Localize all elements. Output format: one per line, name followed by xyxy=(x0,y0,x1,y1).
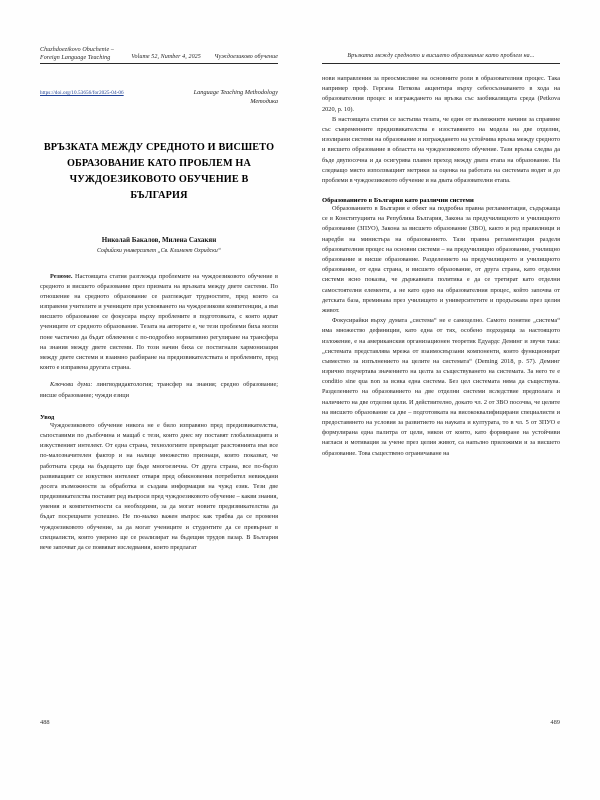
running-head-right xyxy=(322,28,560,66)
page-right xyxy=(300,0,600,800)
running-head-journal-cyrillic: Чуждоезиково обучение xyxy=(214,53,278,60)
right-column-body-top xyxy=(322,74,560,186)
paragraph: Образованието в България е обект на подробна правна регламентация, съдържаща се в Конституцията на Република България, Закона за предучилищното и училищното образование (ЗПУО), Закона за висшето образование (ЗВО), както и ред правилници и наредби на министъра на образованието. Тази правна регламентация разделя образователния процес на основни системи – на предучилищно образование, училищно образование и висше образование. Разделението на предучилищното и училищното образование, от една страна, и висшето образование, от друга страна, като отделни системи ясно показва, че държавната политика е да се третират като отделни самостоятелни елементи, а не като едно на образователния процес, който започва от детската база, преминава през училището и университетите и продължава през целия живот. xyxy=(322,205,560,314)
running-head-volume: Volume 52, Number 4, 2025 xyxy=(131,53,201,60)
keywords-label: Ключови думи: xyxy=(50,381,93,389)
rubric-english: Language Teaching Methodology xyxy=(193,89,278,96)
article-authors: Николай Бакалов, Милена Сахакян xyxy=(101,235,217,244)
running-head-article-title: Връзката между средното и висшето образование като проблем на... xyxy=(347,52,535,59)
rubric-block xyxy=(194,88,278,106)
article-meta-row xyxy=(40,88,278,106)
running-head-journal-latin: Chuzhdoezikovo Obuchenie – Foreign Language Teaching xyxy=(40,47,114,61)
page-number-left: 488 xyxy=(40,719,50,726)
abstract-label: Резюме. xyxy=(50,272,73,280)
article-title: ВРЪЗКАТА МЕЖДУ СРЕДНОТО И ВИСШЕТО ОБРАЗОВАНИЕ КАТО ПРОБЛЕМ НА ЧУЖДОЕЗИКОВОТО ОБУЧЕНИЕ В БЪЛГАРИЯ xyxy=(43,142,275,201)
abstract-text: Настоящата статия разглежда проблемите на чуждоезиковото обучение в средното и висшето образование през призмата на връзката между двете системи. По отношение на средното образование се разглеждат трудностите, пред които са изправени учителите и учениците при усвояването на чуждоезикови компетенции, а във висшето образование се фокусира върху проблемите в подготовката, с която идват учениците от средното образование. Тезата на авторите е, че тези проблеми биха могли поне частично да бъдат облекчени с по-подробно нормативно регулиране на трансфера на знания между двете системи. По този начин биха се постигнали хармонизация между двете системи и взаимно разбиране на предизвикателствата и проблемите, пред които е изправена другата страна. xyxy=(40,272,278,372)
left-column-body xyxy=(40,421,278,553)
running-head-left xyxy=(40,28,278,66)
running-head-rule xyxy=(322,63,560,64)
paragraph: нови направления за преосмисляне на основните роли в образователния процес. Така например проф. Гергана Петкова акцентира върху себеосъзнаването в хода на образователния процес и изграждането на връзка със заобикалящата среда (Petkova 2020, p. 10). xyxy=(322,75,560,113)
section-heading-introduction: Увод xyxy=(40,413,55,421)
right-column-body-bottom xyxy=(322,204,560,459)
paragraph: В настоящата статия се застъпва тезата, че един от възможните начини за справяне със съвременните предизвикателства е изоставянето на модела на две отделни, изолирани системи на образование и изграждането на устойчива връзка между средното и висшето образование в областта на чуждоезиковото обучение. Тази връзка следва да бъде двупосочна и да осигурява плавен преход между двата етапа на образование. На следващо място използващият метрики за оценка на работата на системата водят и до проблеми в чуждоезиковото обучение и на двата образователни етапа. xyxy=(322,115,560,184)
keywords-text: лингводидактология; трансфер на знания; средно образование; висше образование; чужди езици xyxy=(40,381,278,399)
section-heading-education-systems: Образованието в България като различни системи xyxy=(322,197,474,205)
paragraph: Фокусирайки върху думата „система“ не е самоцелно. Самото понятие „система“ има множество дефиниции, като една от тях, особено подходяща за настоящото изложение, е на американския организационен теоретик Едуардс Деминг и звучи така: „системата представлява мрежа от взаимосвързани компоненти, които функционират съвместно за изпълнението на целите на системата“ (Deming 2018, p. 57). Деминг изрично подчертава значението на целта за съществуването на системата. За него те е conditio sine qua non за всяка една система. Без цел системата няма да съществува. Разделението на образованието на две отделни системи вследствие предполага и наличието на две отделни цели. И действително, докато чл. 2 от ЗВО посочва, че целите на висшето образование са две – подготовката на висококвалифицирани специалисти и предоставянето на условия за развитието на науката и културата, то в чл. 5 от ЗПУО е формулирана една палитра от цели, някои от които, като формиране на устойчиви нагласи и мотивация за учене през целия живот, са напълно приложими и за висшето образование. Това съществено ограничаване на xyxy=(322,317,560,457)
page-number-right: 489 xyxy=(550,719,560,726)
rubric-bulgarian: Методика xyxy=(250,98,278,106)
keywords xyxy=(40,380,278,400)
running-head-rule xyxy=(40,63,278,64)
abstract xyxy=(40,272,278,374)
doi-link[interactable]: https://doi.org/10.53656/for2025-04-06 xyxy=(40,90,124,96)
paragraph: Чуждоезиковото обучение никога не е било изправяно пред предизвикателства, съпоставими по дълбочина и мащаб с тези, които днес му поставят глобализацията и изкуственият интелект. От една страна, технологиите превръщат разстоянията във все по-малозначителен фактор и на налице множество признаци, които показват, че работната среда на бъдещето ще бъде многоезична. От друга страна, все по-бързо развиващият се изкуствен интелект отваря пред обикновения потребител невиждани досега възможности за обработка и създава информация на чужд език. Тези две предизвикателства поставят ред въпроси пред чуждоезиковото обучение – какви знания, умения и компетентности са необходими, за да могат новите предизвикателства да бъдат посрещнати успешно. Не по-малко важен въпрос как трябва да се променя чуждоезиковото обучение, за да могат учениците и студентите да се превърнат в специалисти, които уверено ще се реализират на бъдещия трудов пазар. В България вече започват да се появяват изследвания, които предлагат xyxy=(40,421,278,551)
author-affiliation: Софийски университет „Св. Климент Охридски“ xyxy=(97,247,221,254)
